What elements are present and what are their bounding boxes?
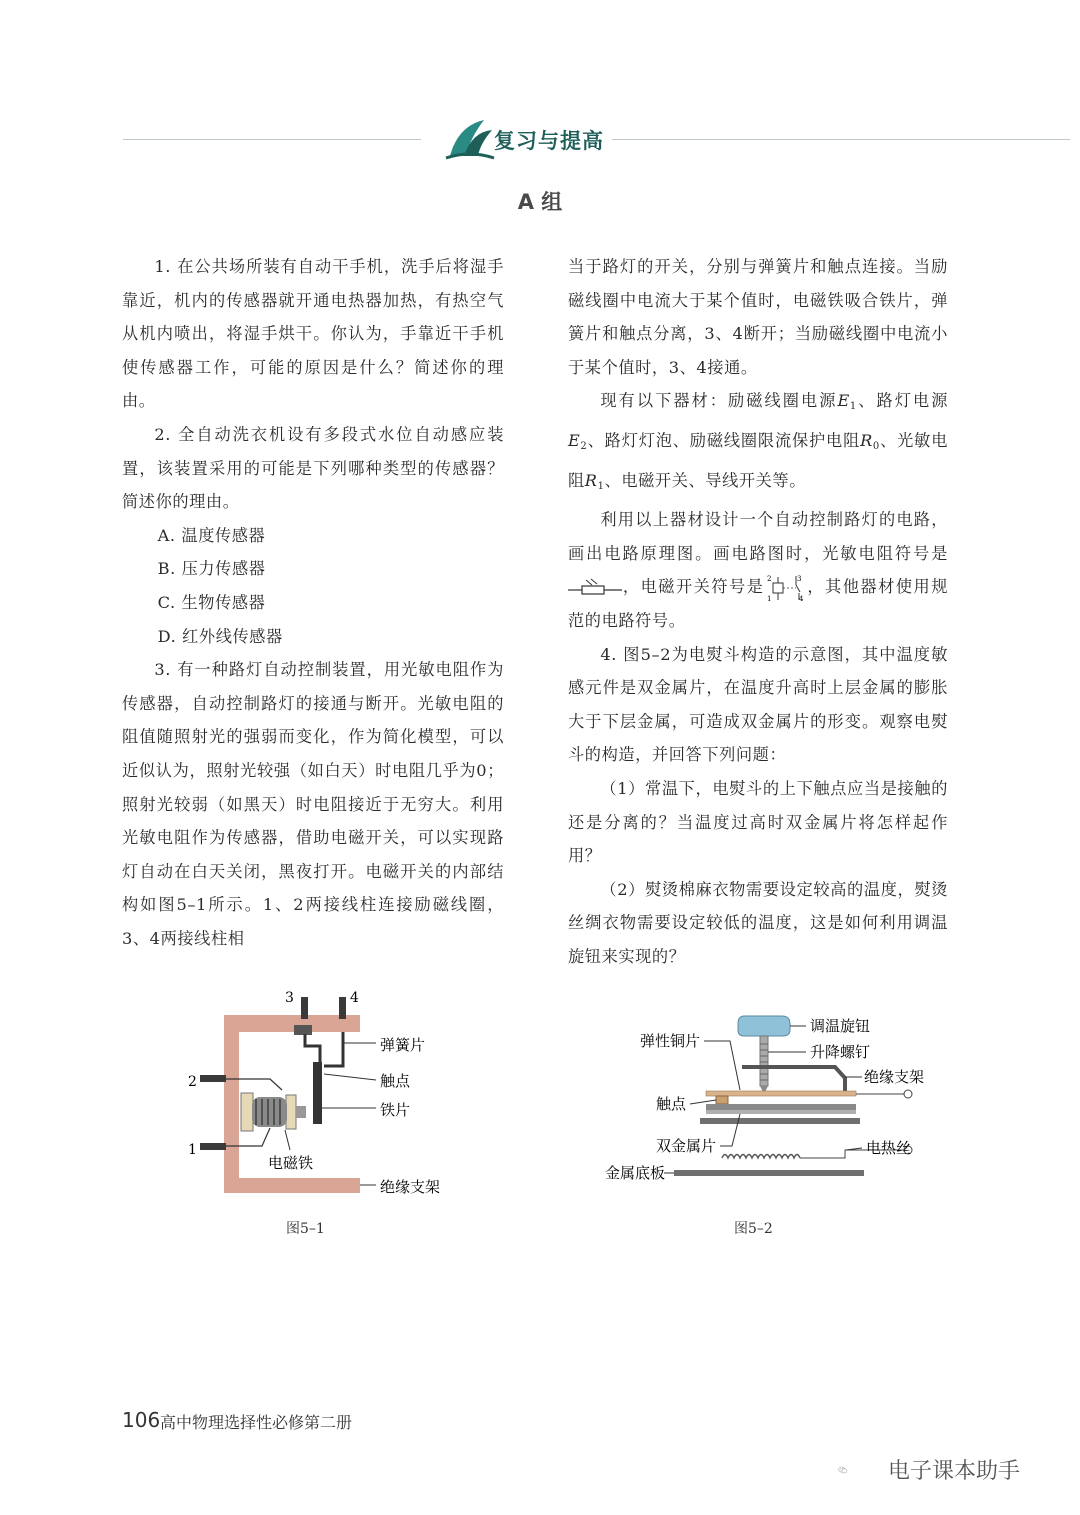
support-label-2: 绝缘支架 (864, 1068, 925, 1086)
question-3-continued: 当于路灯的开关，分别与弹簧片和触点连接。当励磁线圈中电流大于某个值时，电磁铁吸合铁片，弹簧片和触点分离，3、4断开；当励磁线圈中电流小于某个值时，3、4接通。 (568, 257, 948, 377)
svg-text:3: 3 (797, 574, 803, 583)
terminal-2-label: 2 (188, 1074, 197, 1090)
left-column (122, 250, 504, 955)
contact-label-2: 触点 (656, 1095, 687, 1113)
question-4-part-1: （1）常温下，电熨斗的上下触点应当是接触的还是分离的？当温度过高时双金属片将怎样起作用？ (568, 778, 948, 866)
watermark-text: 电子课本助手 (888, 1459, 1021, 1484)
spring-label: 弹簧片 (380, 1036, 426, 1054)
option-c: C. 生物传感器 (157, 592, 266, 612)
figure-5-1 (180, 985, 480, 1205)
electromagnet-label: 电磁铁 (268, 1154, 314, 1172)
question-1: 1. 在公共场所装有自动干手机，洗手后将湿手靠近，机内的传感器就开通电热器加热，有热空气从机内喷出，将湿手烘干。你认为，手靠近干手机使传感器工作，可能的原因是什么？简述你的理由。 (122, 257, 504, 411)
option-b: B. 压力传感器 (157, 559, 266, 579)
question-4: 4. 图5–2为电熨斗构造的示意图，其中温度敏感元件是双金属片，在温度升高时上层金属的膨胀大于下层金属，可造成双金属片的形变。观察电熨斗的构造，并回答下列问题： (568, 644, 948, 765)
heater-label: 电热丝 (866, 1139, 912, 1157)
header-rule-right (612, 139, 1070, 140)
figure-5-2 (600, 1005, 940, 1190)
contact-label: 触点 (380, 1072, 411, 1090)
option-d: D. 红外线传感器 (157, 626, 283, 646)
question-4-part-2: （2）熨烫棉麻衣物需要设定较高的温度，熨烫丝绸衣物需要设定较低的温度，这是如何利用调温旋钮来实现的？ (568, 879, 948, 966)
right-column (568, 250, 948, 973)
support-label: 绝缘支架 (380, 1178, 441, 1196)
terminal-4-label: 4 (350, 990, 359, 1006)
photoresistor-symbol-icon (568, 578, 622, 598)
question-3: 3. 有一种路灯自动控制装置，用光敏电阻作为传感器，自动控制路灯的接通与断开。光敏电阻的阻值随照射光的强弱而变化，作为简化模型，可以近似认为，照射光较强（如白天）时电阻几乎为0；照射光较弱（如黑天）时电阻接近于无穷大。利用光敏电阻作为传感器，借助电磁开关，可以实现路灯自动在白天关闭，黑夜打开。电磁开关的内部结构如图5–1所示。1、2两接线柱连接励磁线圈，3、4两接线柱相 (122, 660, 504, 948)
terminal-3-label: 3 (285, 990, 294, 1006)
figure-5-2-caption: 图5–2 (734, 1221, 773, 1237)
svg-text:1: 1 (767, 594, 773, 603)
question-3-task: 利用以上器材设计一个自动控制路灯的电路，画出电路原理图。画电路图时，光敏电阻符号是，电磁开关符号是 2 1 3 4 ，其他器材使用规范的电路符号。 (568, 510, 948, 630)
book-title: 高中物理选择性必修第二册 (160, 1413, 353, 1432)
screw-label: 升降螺钉 (810, 1043, 871, 1061)
iron-plate-label: 铁片 (380, 1101, 411, 1119)
copper-strip-label: 弹性铜片 (640, 1032, 701, 1050)
bimetal-label: 双金属片 (656, 1137, 717, 1155)
svg-text:4: 4 (799, 594, 805, 603)
section-title: 复习与提高 (494, 129, 604, 153)
base-plate-label: 金属底板 (605, 1164, 666, 1182)
knob-label: 调温旋钮 (810, 1017, 871, 1035)
group-title: A 组 (517, 190, 563, 214)
question-3-materials: 现有以下器材：励磁线圈电源$E_1$、路灯电源$E_2$、路灯灯泡、励磁线圈限流保护电阻$R_0$、光敏电阻$R_1$、电磁开关、导线开关等。 (568, 391, 948, 492)
relay-symbol-icon (764, 573, 806, 603)
figure-5-1-caption: 图5–1 (286, 1221, 325, 1237)
svg-text:2: 2 (767, 574, 773, 583)
wechat-icon (838, 1452, 884, 1488)
page-number: 106 (122, 1408, 161, 1432)
option-a: A. 温度传感器 (157, 525, 266, 545)
terminal-1-label: 1 (188, 1142, 197, 1158)
header-rule-left (123, 139, 421, 140)
question-2: 2. 全自动洗衣机设有多段式水位自动感应装置，该装置采用的可能是下列哪种类型的传感器？简述你的理由。 (122, 424, 504, 512)
